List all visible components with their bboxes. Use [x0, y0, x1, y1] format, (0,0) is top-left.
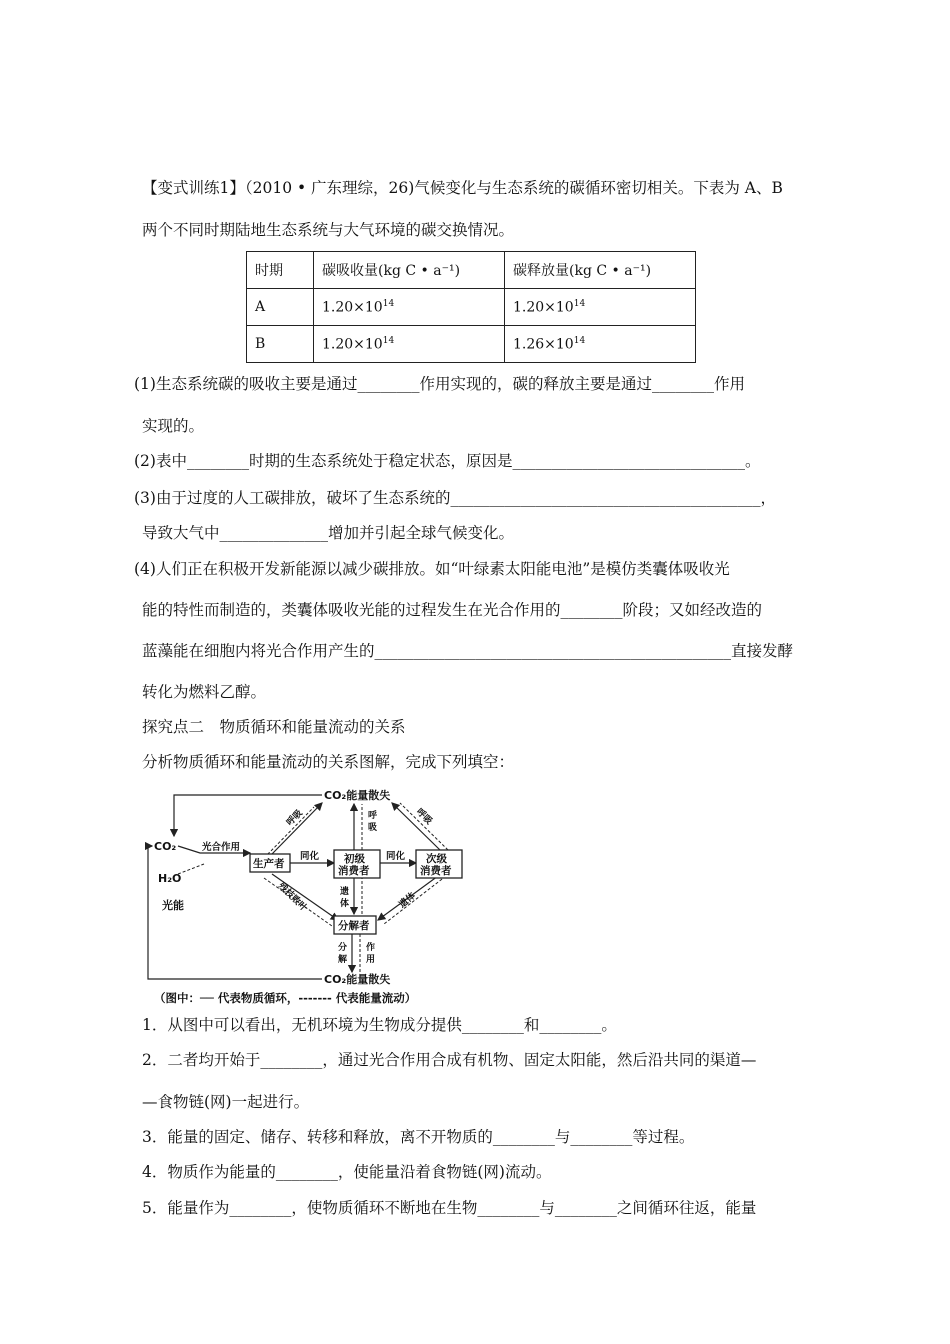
fill-3: 3．能量的固定、储存、转移和释放，离不开物质的________与________等过程。	[142, 1128, 695, 1146]
carbon-exchange-table	[246, 251, 696, 363]
table-header-row	[247, 252, 696, 289]
action-label: 作	[366, 943, 376, 953]
table-cell	[314, 326, 505, 363]
table-cell-value: 1.26×10	[513, 336, 574, 353]
assimilation-label: 同化	[300, 851, 320, 862]
exponent: 14	[573, 335, 586, 346]
question-2: (2)表中________时期的生态系统处于稳定状态，原因是______________________________。	[134, 452, 761, 470]
fill-2-cont: —食物链(网)一起进行。	[142, 1093, 310, 1111]
table-header: 碳吸收量(kg C • a⁻¹)	[314, 252, 505, 289]
table-cell	[505, 289, 696, 326]
h2o-label: H₂O	[158, 872, 182, 885]
fill-1: 1．从图中可以看出，无机环境为生物成分提供________和________。	[142, 1016, 617, 1034]
assimilation-label: 同化	[386, 851, 406, 862]
co2-energy-loss-top: CO₂能量散失	[324, 789, 391, 802]
question-1: (1)生态系统碳的吸收主要是通过________作用实现的，碳的释放主要是通过________作用	[134, 375, 745, 393]
primary-label-2: 消费者	[338, 865, 370, 877]
fill-2: 2．二者均开始于________，通过光合作用合成有机物、固定太阳能，然后沿共同的渠道—	[142, 1051, 757, 1069]
table-cell-value: 1.20×10	[322, 336, 383, 353]
table-header: 碳释放量(kg C • a⁻¹)	[505, 252, 696, 289]
diagram-svg	[140, 778, 480, 1008]
residue-label: 残枝败叶	[275, 881, 309, 914]
table-header: 时期	[247, 252, 314, 289]
remains-label: 体	[340, 899, 350, 909]
exponent: 14	[382, 298, 395, 309]
table-cell	[505, 326, 696, 363]
question-4-cont: 蓝藻能在细胞内将光合作用产生的______________________________________________直接发酵	[142, 642, 794, 660]
primary-label-1: 初级	[344, 853, 365, 865]
table-cell: A	[247, 289, 314, 326]
table-cell-value: 1.20×10	[513, 299, 574, 316]
table-cell	[314, 289, 505, 326]
decomposer-label: 分解者	[338, 920, 370, 932]
question-3: (3)由于过度的人工碳排放，破坏了生态系统的________________________________________，	[134, 489, 776, 507]
question-1-cont: 实现的。	[142, 417, 205, 435]
exponent: 14	[382, 335, 395, 346]
decompose-label: 解	[338, 955, 348, 965]
fill-4: 4．物质作为能量的________，使能量沿着食物链(网)流动。	[142, 1163, 552, 1181]
light-energy-label: 光能	[162, 899, 184, 912]
secondary-label-1: 次级	[426, 853, 447, 865]
action-label: 用	[366, 955, 376, 965]
question-4: (4)人们正在积极开发新能源以减少碳排放。如“叶绿素太阳能电池”是模仿类囊体吸收光	[134, 560, 730, 578]
photosynthesis-label: 光合作用	[202, 842, 241, 853]
remains-label: 遗体	[397, 891, 418, 911]
respiration-label: 吸	[368, 823, 378, 833]
table-cell: B	[247, 326, 314, 363]
exponent: 14	[573, 298, 586, 309]
section-title: 探究点二 物质循环和能量流动的关系	[142, 718, 406, 736]
producer-label: 生产者	[253, 858, 285, 870]
exercise-heading: 【变式训练1】（2010 • 广东理综，26)气候变化与生态系统的碳循环密切相关。下表为 A、B	[142, 179, 783, 197]
co2-energy-loss-bottom: CO₂能量散失	[324, 973, 391, 986]
cycle-flow-diagram	[140, 778, 480, 1008]
table-row	[247, 326, 696, 363]
question-4-cont: 转化为燃料乙醇。	[142, 683, 267, 701]
co2-label: CO₂	[154, 840, 177, 853]
respiration-label: 呼吸	[285, 808, 305, 829]
fill-5: 5．能量作为________，使物质循环不断地在生物________与________之间循环往返，能量	[142, 1199, 757, 1217]
exercise-heading-cont: 两个不同时期陆地生态系统与大气环境的碳交换情况。	[142, 221, 515, 239]
diagram-caption: （图中：── 代表物质循环，------- 代表能量流动）	[154, 991, 417, 1005]
table-cell-value: 1.20×10	[322, 299, 383, 316]
question-3-cont: 导致大气中______________增加并引起全球气候变化。	[142, 524, 515, 542]
table-row	[247, 289, 696, 326]
respiration-label: 呼吸	[413, 807, 434, 827]
secondary-label-2: 消费者	[420, 865, 452, 877]
remains-label: 遗	[340, 887, 350, 897]
decompose-label: 分	[338, 943, 348, 953]
section-intro: 分析物质循环和能量流动的关系图解，完成下列填空：	[142, 753, 515, 771]
question-4-cont: 能的特性而制造的，类囊体吸收光能的过程发生在光合作用的________阶段；又如经改造的	[142, 601, 763, 619]
respiration-label: 呼	[368, 811, 378, 821]
